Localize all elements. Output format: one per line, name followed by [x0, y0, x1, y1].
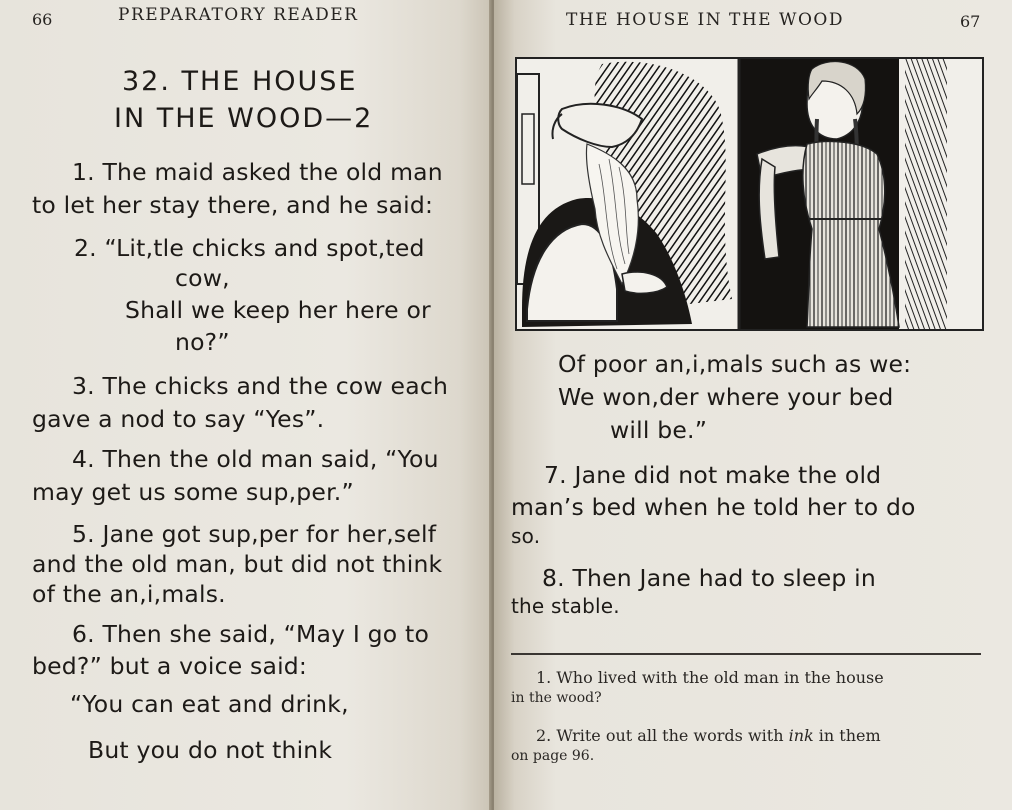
text-line: But you do not think — [88, 736, 333, 764]
question-1-cont: in the wood? — [511, 690, 602, 706]
text-line: man’s bed when he told her to do — [511, 493, 916, 521]
wall-texture — [905, 59, 947, 329]
text-line: so. — [511, 524, 541, 548]
text-line: 4. Then the old man said, “You — [72, 445, 439, 473]
text-line: 7. Jane did not make the old — [544, 461, 882, 489]
text-line: Shall we keep her here or — [125, 296, 431, 324]
text-line: 1. The maid asked the old man — [72, 158, 443, 186]
lesson-title-line2: IN THE WOOD—2 — [114, 103, 374, 134]
question-2: 2. Write out all the words with ink in them — [536, 726, 881, 745]
text-line: may get us some sup,per.” — [32, 478, 354, 506]
text-line: no?” — [175, 328, 230, 356]
text-line: and the old man, but did not think — [32, 550, 443, 578]
text-line: cow, — [175, 264, 230, 292]
lesson-title-line1: 32. THE HOUSE — [122, 66, 358, 97]
left-page — [0, 0, 494, 810]
running-header-right: THE HOUSE IN THE WOOD — [566, 10, 844, 30]
running-header-left: PREPARATORY READER — [118, 5, 359, 25]
text-line: 5. Jane got sup,per for her,self — [72, 520, 437, 548]
question-2-cont: on page 96. — [511, 748, 595, 764]
text-line: to let her stay there, and he said: — [32, 191, 434, 219]
question-1: 1. Who lived with the old man in the house — [536, 668, 884, 687]
page-number-left: 66 — [32, 10, 53, 29]
italic-word-ink: ink — [788, 726, 814, 745]
text-line: the stable. — [511, 594, 620, 618]
page-number-right: 67 — [960, 12, 981, 31]
text-line: “You can eat and drink, — [70, 690, 349, 718]
text-line: We won,der where your bed — [558, 383, 894, 411]
text-line: 8. Then Jane had to sleep in — [542, 564, 876, 592]
illustration-drawing — [517, 59, 982, 329]
text-line: will be.” — [610, 416, 708, 444]
text-line: 2. “Lit,tle chicks and spot,ted — [74, 234, 425, 262]
text-line: 3. The chicks and the cow each — [72, 372, 449, 400]
text-line: of the an,i,mals. — [32, 580, 226, 608]
text-line: gave a nod to say “Yes”. — [32, 405, 325, 433]
footnote-rule — [511, 653, 981, 655]
illustration-old-man-and-girl — [515, 57, 984, 331]
text-line: 6. Then she said, “May I go to — [72, 620, 430, 648]
text-line: bed?” but a voice said: — [32, 652, 308, 680]
text-line: Of poor an,i,mals such as we: — [558, 350, 912, 378]
